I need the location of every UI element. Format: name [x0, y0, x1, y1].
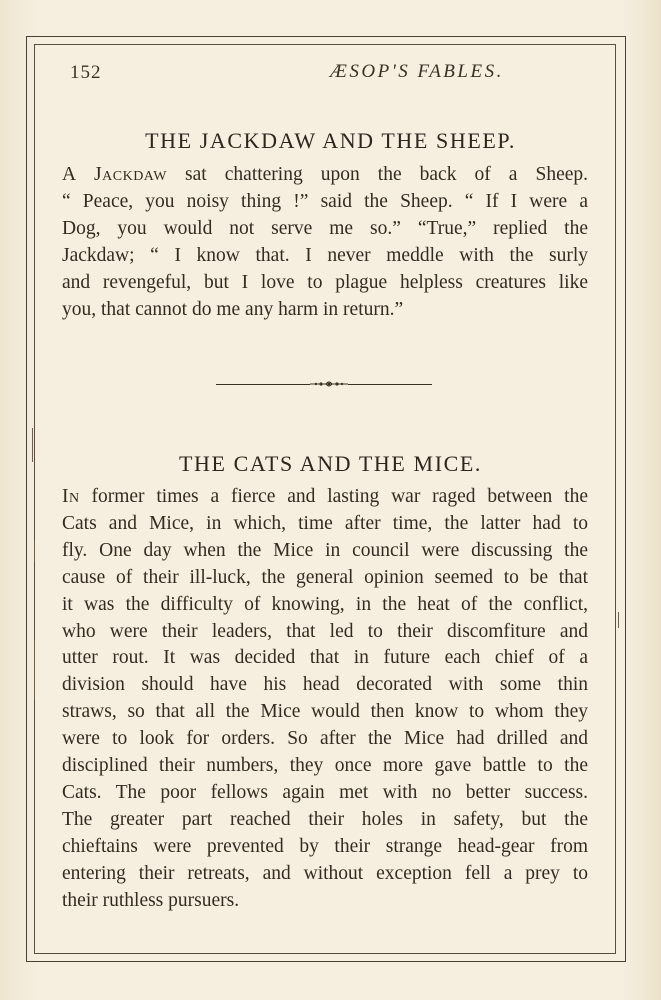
divider-ornament-icon	[310, 377, 348, 391]
fable-line: The greater part reached their holes in safety, but the	[62, 808, 588, 830]
fable-line: you, that cannot do me any harm in return.”	[62, 298, 404, 320]
line-text: sat chattering upon the back of a Sheep.	[167, 164, 589, 185]
fable-line: cause of their ill-luck, the general opinion seemed to be that	[62, 566, 588, 588]
print-speck	[32, 428, 33, 462]
fable-line: “ Peace, you noisy thing !” said the Sheep. “ If I were a	[62, 190, 588, 212]
section-divider	[216, 377, 432, 391]
fable-line: utter rout. It was decided that in future each chief of a	[62, 647, 588, 669]
fable-line: and revengeful, but I love to plague helpless creatures like	[62, 271, 588, 293]
page-number: 152	[70, 62, 102, 83]
fable-title-cats: THE CATS AND THE MICE.	[178, 451, 483, 476]
fable-line: straws, so that all the Mice would then know to whom they	[62, 701, 588, 723]
fable-line: who were their leaders, that led to their discomfiture and	[62, 620, 588, 642]
fable-line: their ruthless pursuers.	[62, 889, 240, 911]
fable-line: chieftains were prevented by their strange head-gear from	[62, 835, 588, 857]
drop-word: A Jackdaw	[62, 164, 168, 185]
print-speck	[618, 612, 619, 628]
book-title: ÆSOP'S FABLES.	[330, 61, 504, 82]
running-header	[60, 60, 580, 86]
fable-body-cats	[62, 484, 588, 915]
fable-line: disciplined their numbers, they once more gave battle to the	[62, 755, 588, 777]
line-text: former times a fierce and lasting war raged between the	[79, 486, 588, 507]
divider-rule-left	[216, 384, 310, 385]
fable-line: Cats and Mice, in which, time after time, the latter had to	[62, 512, 588, 534]
fable-line: entering their retreats, and without exception fell a prey to	[62, 862, 588, 884]
fable-line: it was the difficulty of knowing, in the heat of the conflict,	[62, 593, 588, 615]
fable-line: were to look for orders. So after the Mice had drilled and	[62, 728, 588, 750]
fable-line: Dog, you would not serve me so.” “True,” replied the	[62, 217, 588, 239]
print-speck	[34, 540, 35, 562]
fable-line: Jackdaw; “ I know that. I never meddle with the surly	[62, 244, 588, 266]
print-speck	[34, 640, 35, 700]
divider-rule-right	[348, 384, 432, 385]
fable-line	[62, 484, 588, 511]
fable-line: division should have his head decorated with some thin	[62, 674, 588, 696]
fable-title-jackdaw: THE JACKDAW AND THE SHEEP.	[145, 128, 516, 153]
fable-body-jackdaw	[62, 162, 588, 323]
fable-line: Cats. The poor fellows again met with no better success.	[62, 781, 588, 803]
fable-line	[62, 162, 588, 189]
drop-word: In	[62, 486, 80, 507]
fable-line: fly. One day when the Mice in council were discussing the	[62, 539, 588, 561]
